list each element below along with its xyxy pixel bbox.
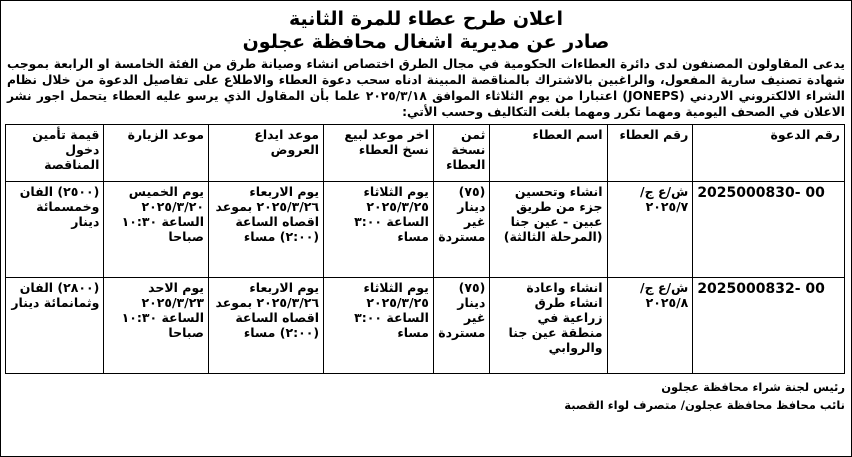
tender-no-cell: ش/ع ج/٢٠٢٥/٧ <box>607 182 693 278</box>
guarantee-cell: (٢٨٠٠) الفان وثمانمائة دينار <box>6 278 104 374</box>
tender-name-cell: انشاء وتحسين جزء من طريق عبين - عين جنا (المرحلة الثالثة) <box>490 182 607 278</box>
col-visit: موعد الزيارة <box>104 125 209 182</box>
signature-line-governor: نائب محافظ محافظة عجلون/ متصرف لواء القصبة <box>564 398 845 412</box>
table-row <box>6 278 845 374</box>
guarantee-cell: (٢٥٠٠) الفان وخمسمائة دينار <box>6 182 104 278</box>
copy-price-cell: (٧٥) دينار غير مستردة <box>433 182 489 278</box>
visit-cell: يوم الاحد ٢٠٢٥/٣/٢٣ الساعة ١٠:٣٠ صباحا <box>104 278 209 374</box>
tender-name-cell: انشاء واعادة انشاء طرق زراعية في منطقة عين جنا والروابي <box>490 278 607 374</box>
col-call-no: رقم الدعوة <box>693 125 845 182</box>
last-sale-cell: يوم الثلاثاء ٢٠٢٥/٣/٢٥ الساعة ٣:٠٠ مساء <box>324 182 434 278</box>
announcement-title: اعلان طرح عطاء للمرة الثانية <box>289 8 563 30</box>
last-sale-cell: يوم الثلاثاء ٢٠٢٥/٣/٢٥ الساعة ٣:٠٠ مساء <box>324 278 434 374</box>
call-no-cell: 2025000832- 00 <box>693 278 845 374</box>
col-deposit: موعد ايداع العروض <box>208 125 323 182</box>
signature-block <box>7 378 845 414</box>
tenders-table <box>5 124 845 374</box>
visit-cell: يوم الخميس ٢٠٢٥/٣/٢٠ الساعة ١٠:٣٠ صباحا <box>104 182 209 278</box>
tender-no-cell: ش/ع ج/٢٠٢٥/٨ <box>607 278 693 374</box>
announcement-issuer: صادر عن مديرية اشغال محافظة عجلون <box>242 31 610 53</box>
table-row <box>6 182 845 278</box>
col-last-sale: اخر موعد لبيع نسخ العطاء <box>324 125 434 182</box>
announcement-body: يدعى المقاولون المصنفون لدى دائرة العطاءات الحكومية في مجال الطرق اختصاص انشاء وصيانة طرق من الفئة الخامسة او الرابعة بموجب شهادة تصنيف سارية المفعول، والراغبين بالاشتراك بالمناقصة المبينة ادناه سحب دعوة العطاء والاطلاع على تفاصيل الدعوة من خلال نظام الشراء الالكتروني الاردني (JONEPS) اعتبارا من يوم الثلاثاء الموافق ٢٠٢٥/٣/١٨ علما بأن المقاول الذي يرسو عليه العطاء يتحمل اجور نشر الاعلان في الصحف اليومية ومهما تكرر ومهما بلغت التكاليف وحسب الأتي: <box>7 57 845 119</box>
col-tender-name: اسم العطاء <box>490 125 607 182</box>
table-header-row <box>6 125 845 182</box>
copy-price-cell: (٧٥) دينار غير مستردة <box>433 278 489 374</box>
deposit-cell: يوم الاربعاء ٢٠٢٥/٣/٢٦ بموعد اقصاه الساعة (٢:٠٠) مساء <box>208 182 323 278</box>
signature-line-committee: رئيس لجنة شراء محافظة عجلون <box>661 380 845 394</box>
col-tender-no: رقم العطاء <box>607 125 693 182</box>
call-no-cell: 2025000830- 00 <box>693 182 845 278</box>
deposit-cell: يوم الاربعاء ٢٠٢٥/٣/٢٦ بموعد اقصاه الساعة (٢:٠٠) مساء <box>208 278 323 374</box>
col-guarantee: قيمة تأمين دخول المناقصة <box>6 125 104 182</box>
col-copy-price: ثمن نسخة العطاء <box>433 125 489 182</box>
